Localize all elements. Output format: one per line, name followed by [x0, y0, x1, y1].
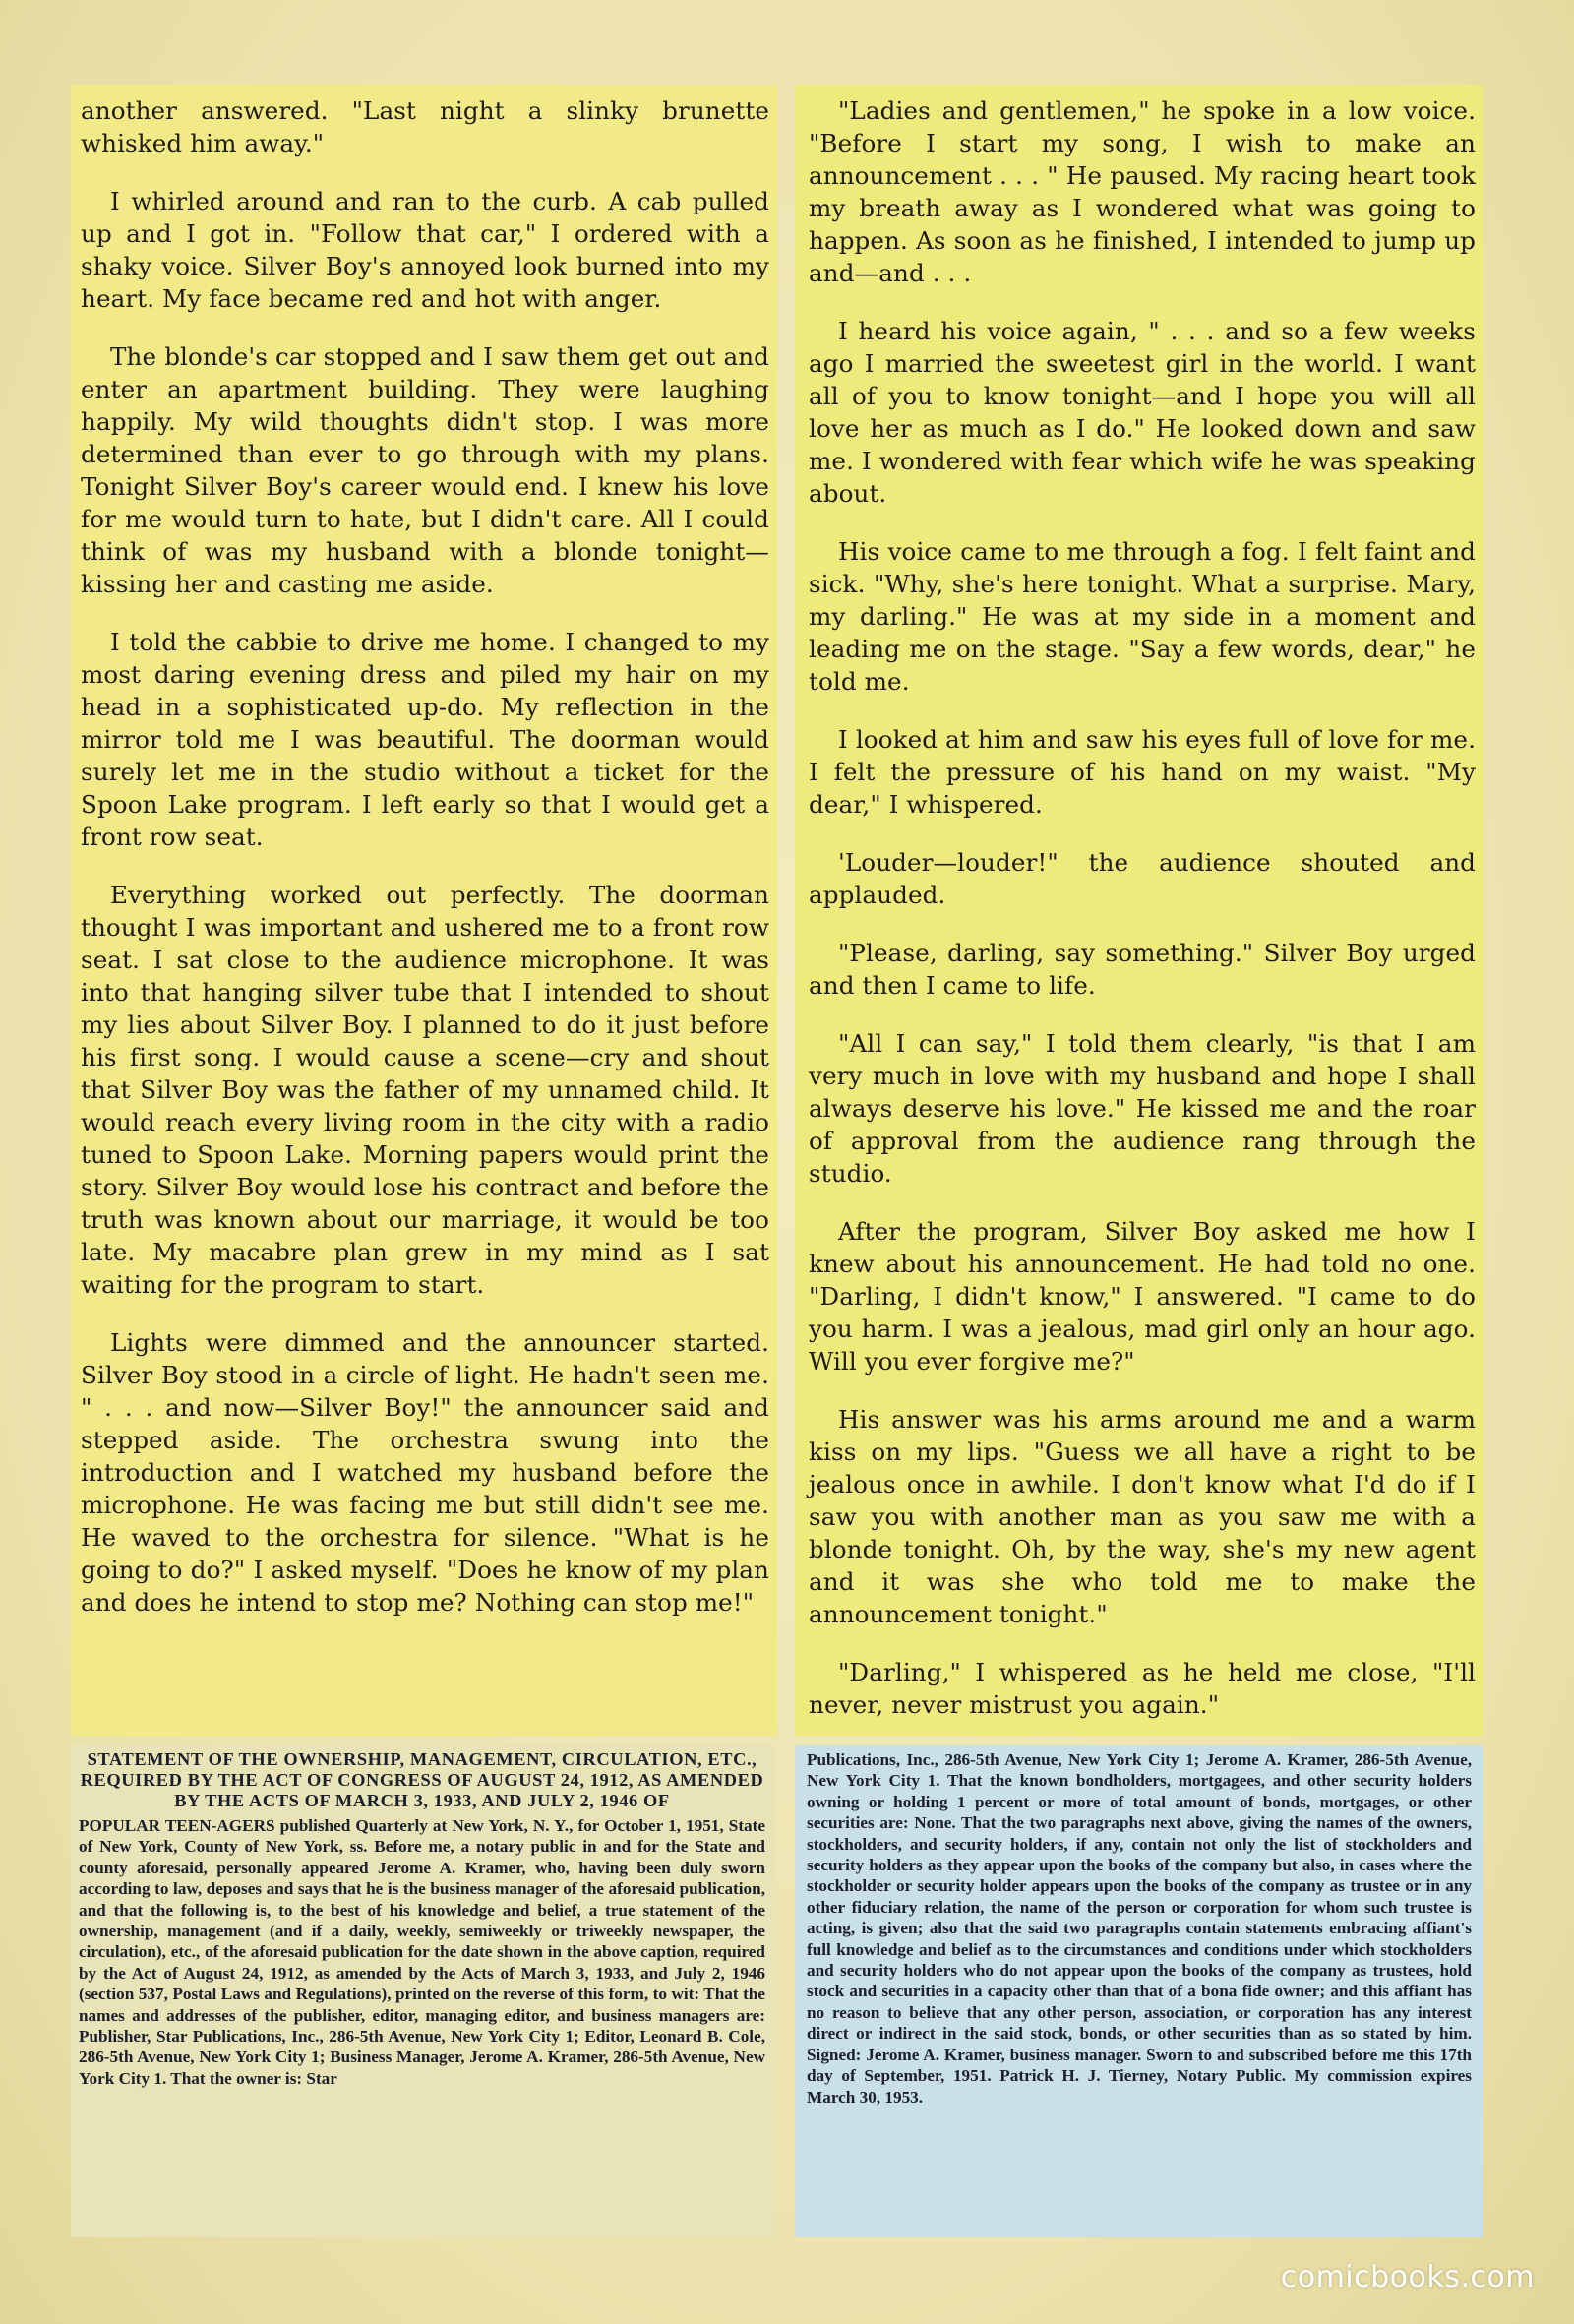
story-column-right — [795, 85, 1483, 1736]
story-paragraph: "Please, darling, say something." Silver Boy urged and then I came to life. — [809, 939, 1476, 1000]
story-paragraph: Everything worked out perfectly. The doorman thought I was important and ushered me to a front row seat. I sat close to the audience microphone. It was into that hanging silver tube that I intended to shout my lies about Silver Boy. I planned to do it just before his first song. I would cause a scene—cry and shout that Silver Boy was the father of my unnamed child. It would reach every living room in the city with a radio tuned to Spoon Lake. Morning papers would print the story. Silver Boy would lose his contract and before the truth was known about our marriage, it would be too late. My macabre plan grew in my mind as I sat waiting for the program to start. — [81, 881, 769, 1299]
story-paragraph: I heard his voice again, " . . . and so a few weeks ago I married the sweetest girl in the world. I want all of you to know tonight—and I hope you will all love her as much as I do." He looked down and saw me. I wondered with fear which wife he was speaking about. — [809, 317, 1476, 508]
story-paragraph: I told the cabbie to drive me home. I changed to my most daring evening dress and piled my hair on my head in a sophisticated up-do. My reflection in the mirror told me I was beautiful. The doorman would surely let me in the studio without a ticket for the Spoon Lake program. I left early so that I would get a front row seat. — [81, 628, 769, 851]
story-column-left — [71, 85, 777, 1736]
story-paragraph: I whirled around and ran to the curb. A cab pulled up and I got in. "Follow that car," I ordered with a shaky voice. Silver Boy's annoyed look burned into my heart. My face became red and hot with anger. — [81, 187, 769, 313]
story-paragraph: I looked at him and saw his eyes full of love for me. I felt the pressure of his hand on my waist. "My dear," I whispered. — [809, 725, 1476, 819]
statement-body-right: Publications, Inc., 286-5th Avenue, New York City 1; Jerome A. Kramer, 286-5th Avenue, New York City 1. That the known bondholders, mortgagees, and other security holders owning or holding 1 percent or more of total amount of bonds, mortgages, or other securities are: None. That the two paragraphs next above, giving the names of the owners, stockholders, and security holders, if any, contain not only the list of stockholders and security holders as they appear upon the books of the company but also, in cases where the stockholder or security holder appears upon the books of the company as trustee or in any other fiduciary relation, the name of the person or corporation for whom such trustee is acting, is given; also that the said two paragraphs contain statements embracing affiant's full knowledge and belief as to the circumstances and conditions under which stockholders and security holders who do not appear upon the books of the company as trustees, hold stock and securities in a capacity other than that of a bona fide owner; and this affiant has no reason to believe that any other person, association, or corporation has any interest direct or indirect in the said stock, bonds, or other securities than as so stated by him. Signed: Jerome A. Kramer, business manager. Sworn to and subscribed before me this 17th day of September, 1951. Patrick H. J. Tierney, Notary Public. My commission expires March 30, 1953. — [807, 1750, 1472, 2107]
statement-heading: STATEMENT OF THE OWNERSHIP, MANAGEMENT, CIRCULATION, ETC., REQUIRED BY THE ACT OF CONGRESS OF AUGUST 24, 1912, AS AMENDED BY THE ACTS OF MARCH 3, 1933, AND JULY 2, 1946 OF — [80, 1749, 764, 1810]
story-paragraph: another answered. "Last night a slinky brunette whisked him away." — [81, 96, 769, 157]
story-paragraph: After the program, Silver Boy asked me how I knew about his announcement. He had told no one. "Darling, I didn't know," I answered. "I came to do you harm. I was a jealous, mad girl only an hour ago. Will you ever forgive me?" — [809, 1217, 1476, 1376]
story-paragraph: "Ladies and gentlemen," he spoke in a low voice. "Before I start my song, I wish to make an announcement . . . " He paused. My racing heart took my breath away as I wondered what was going to happen. As soon as he finished, I intended to jump up and—and . . . — [809, 96, 1476, 287]
story-paragraph: His voice came to me through a fog. I felt faint and sick. "Why, she's here tonight. What a surprise. Mary, my darling." He was at my side in a moment and leading me on the stage. "Say a few words, dear," he told me. — [809, 537, 1476, 696]
statement-body-left: POPULAR TEEN-AGERS published Quarterly at New York, N. Y., for October 1, 1951, State of New York, County of New York, ss. Before me, a notary public in and for the State and county aforesaid, personally appeared Jerome A. Kramer, who, having been duly sworn according to law, deposes and says that he is the business manager of the aforesaid publication, and that the following is, to the best of his knowledge and belief, a true statement of the ownership, management (and if a daily, weekly, semiweekly or triweekly newspaper, the circulation), etc., of the aforesaid publication for the date shown in the above caption, required by the Act of August 24, 1912, as amended by the Acts of March 3, 1933, and July 2, 1946 (section 537, Postal Laws and Regulations), printed on the reverse of this form, to wit: That the names and addresses of the publisher, editor, managing editor, and business managers are: Publisher, Star Publications, Inc., 286-5th Avenue, New York City 1; Editor, Leonard B. Cole, 286-5th Avenue, New York City 1; Business Manager, Jerome A. Kramer, 286-5th Avenue, New York City 1. That the owner is: Star — [79, 1816, 765, 2088]
site-watermark: comicbooks.com — [1280, 2260, 1535, 2294]
story-paragraph: 'Louder—louder!" the audience shouted and applauded. — [809, 848, 1476, 909]
ownership-statement-right — [795, 1745, 1483, 2237]
story-paragraph: The blonde's car stopped and I saw them get out and enter an apartment building. They were laughing happily. My wild thoughts didn't stop. I was more determined than ever to go through with my plans. Tonight Silver Boy's career would end. I knew his love for me would turn to hate, but I didn't care. All I could think of was my husband with a blonde tonight—kissing her and casting me aside. — [81, 342, 769, 598]
story-paragraph: His answer was his arms around me and a warm kiss on my lips. "Guess we all have a right to be jealous once in awhile. I don't know what I'd do if I saw you with another man as you saw me with a blonde tonight. Oh, by the way, she's my new agent and it was she who told me to make the announcement tonight." — [809, 1405, 1476, 1628]
story-paragraph: "All I can say," I told them clearly, "is that I am very much in love with my husband and hope I shall always deserve his love." He kissed me and the roar of approval from the audience rang through the studio. — [809, 1029, 1476, 1188]
story-paragraph: "Darling," I whispered as he held me close, "I'll never, never mistrust you again." — [809, 1658, 1476, 1719]
story-paragraph: Lights were dimmed and the announcer started. Silver Boy stood in a circle of light. He hadn't seen me. " . . . and now—Silver Boy!" the announcer said and stepped aside. The orchestra swung into the introduction and I watched my husband before the microphone. He was facing me but still didn't see me. He waved to the orchestra for silence. "What is he going to do?" I asked myself. "Does he know of my plan and does he intend to stop me? Nothing can stop me!" — [81, 1328, 769, 1617]
ownership-statement-left — [71, 1745, 777, 2237]
